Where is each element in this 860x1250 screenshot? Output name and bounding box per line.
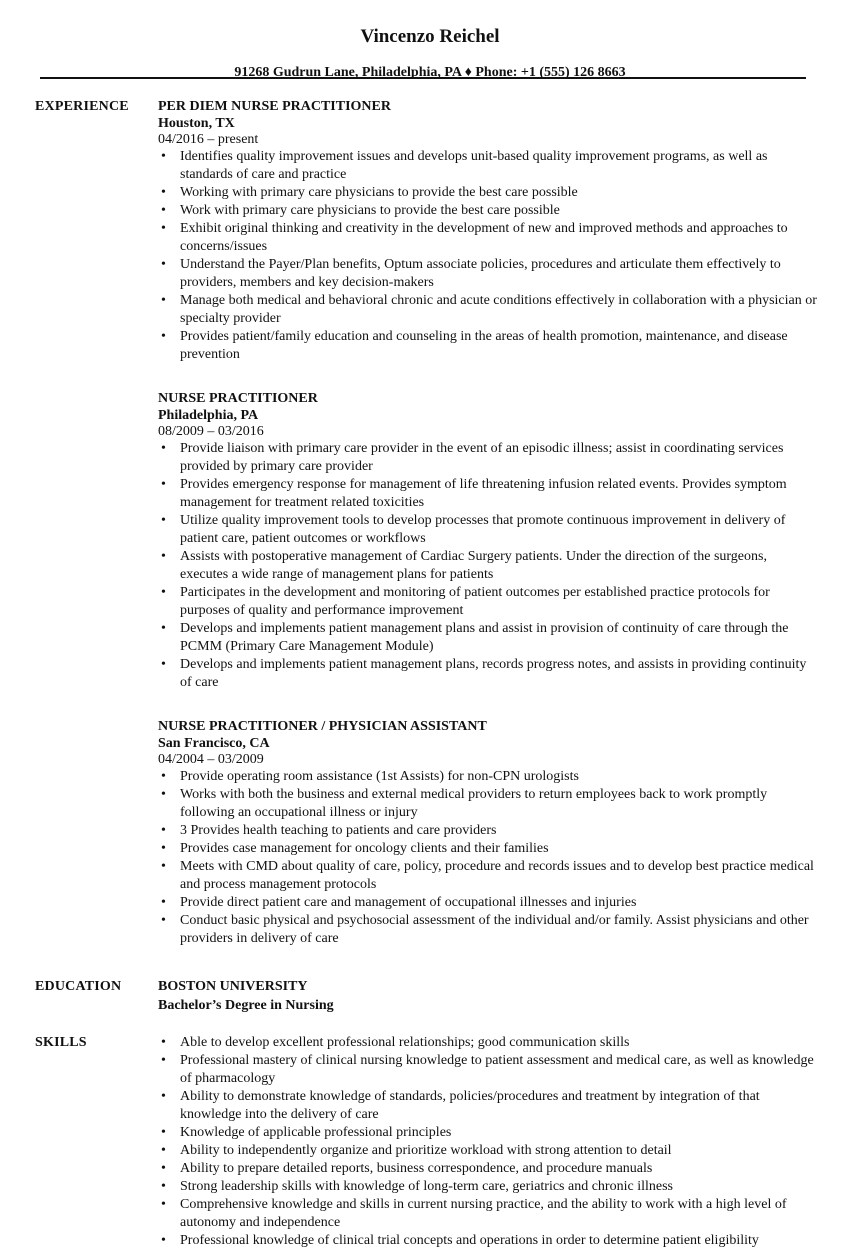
bullet-text: Manage both medical and behavioral chronic and acute conditions effectively in collaboration with a physician or specialty provider [180,293,817,326]
bullet-item [158,584,818,620]
bullet-icon: • [161,257,166,272]
bullet-item [158,184,818,202]
skill-item [158,1160,818,1178]
skill-text: Professional knowledge of clinical trial concepts and operations in order to determine patient eligibility [180,1233,759,1248]
skill-item [158,1052,818,1088]
bullet-icon: • [161,477,166,492]
contact-line: 91268 Gudrun Lane, Philadelphia, PA ♦ Phone: +1 (555) 126 8663 [234,65,626,80]
bullet-icon: • [161,1053,166,1068]
bullet-item [158,512,818,548]
bullet-text: Provides emergency response for management of life threatening infusion related events. Provides symptom management for treatment related toxicities [180,477,787,510]
bullet-item [158,548,818,584]
bullet-icon: • [161,621,166,636]
bullet-item [158,292,818,328]
bullet-item [158,786,818,822]
bullet-icon: • [161,221,166,236]
bullet-text: Meets with CMD about quality of care, policy, procedure and records issues and to develop best practice medical and process management protocols [180,859,814,892]
job-title: NURSE PRACTITIONER [158,391,318,406]
experience-section [35,98,825,948]
bullet-icon: • [161,1233,166,1248]
bullet-icon: • [161,859,166,874]
skill-item [158,1124,818,1142]
bullet-icon: • [161,1161,166,1176]
job-bullets [158,440,818,692]
skill-item [158,1232,818,1250]
bullet-icon: • [161,1035,166,1050]
skills-body [158,1034,818,1250]
skill-text: Ability to prepare detailed reports, business correspondence, and procedure manuals [180,1161,653,1176]
skill-item [158,1088,818,1124]
bullet-icon: • [161,329,166,344]
bullet-icon: • [161,657,166,672]
skill-text: Professional mastery of clinical nursing knowledge to patient assessment and medical care, as well as knowledge of pharmacology [180,1053,814,1086]
bullet-item [158,202,818,220]
skill-text: Strong leadership skills with knowledge of long-term care, geriatrics and chronic illness [180,1179,673,1194]
job-title: PER DIEM NURSE PRACTITIONER [158,99,391,114]
header-divider [40,77,806,79]
bullet-icon: • [161,769,166,784]
bullet-text: Work with primary care physicians to provide the best care possible [180,203,560,218]
job-location: Philadelphia, PA [158,408,259,423]
bullet-icon: • [161,441,166,456]
bullet-item [158,256,818,292]
school-name: BOSTON UNIVERSITY [158,979,308,994]
bullet-text: Identifies quality improvement issues and develops unit-based quality improvement programs, as well as standards of care and practice [180,149,768,182]
job-bullets [158,148,818,364]
bullet-text: Develops and implements patient management plans and assist in provision of continuity of care through the PCMM (Primary Care Management Module) [180,621,789,654]
experience-body [158,98,818,948]
bullet-icon: • [161,1143,166,1158]
section-label-experience: EXPERIENCE [35,99,129,114]
bullet-icon: • [161,1089,166,1104]
job-location: Houston, TX [158,116,235,131]
bullet-item [158,148,818,184]
bullet-item [158,768,818,786]
bullet-text: Provides case management for oncology clients and their families [180,841,549,856]
bullet-text: Develops and implements patient management plans, records progress notes, and assists in providing continuity of care [180,657,807,690]
bullet-text: Understand the Payer/Plan benefits, Optum associate policies, procedures and articulate them effectively to providers, members and key decision-makers [180,257,781,290]
bullet-icon: • [161,1197,166,1212]
bullet-text: Provide operating room assistance (1st Assists) for non-CPN urologists [180,769,579,784]
bullet-text: Working with primary care physicians to provide the best care possible [180,185,578,200]
education-body [158,978,818,1016]
bullet-icon: • [161,513,166,528]
bullet-item [158,894,818,912]
job-dates: 08/2009 – 03/2016 [158,424,264,439]
bullet-item [158,858,818,894]
skill-text: Able to develop excellent professional relationships; good communication skills [180,1035,630,1050]
bullet-icon: • [161,895,166,910]
skill-item [158,1034,818,1052]
skill-item [158,1196,818,1232]
job-entry [158,98,818,364]
bullet-icon: • [161,841,166,856]
bullet-text: Provide liaison with primary care provider in the event of an episodic illness; assist in coordinating services provided by primary care provider [180,441,784,474]
bullet-text: Participates in the development and monitoring of patient outcomes per established practice protocols for purposes of quality and performance improvement [180,585,770,618]
section-label-education: EDUCATION [35,979,122,994]
job-location: San Francisco, CA [158,736,270,751]
bullet-icon: • [161,823,166,838]
bullet-icon: • [161,293,166,308]
bullet-text: Works with both the business and external medical providers to return employees back to work promptly following an occupational illness or injury [180,787,768,820]
job-title: NURSE PRACTITIONER / PHYSICIAN ASSISTANT [158,719,487,734]
section-label-skills: SKILLS [35,1035,87,1050]
job-dates: 04/2016 – present [158,132,259,147]
skills-list [158,1034,818,1250]
bullet-icon: • [161,149,166,164]
bullet-item [158,220,818,256]
bullet-icon: • [161,913,166,928]
skill-text: Comprehensive knowledge and skills in current nursing practice, and the ability to work with a high level of autonomy and independence [180,1197,787,1230]
bullet-item [158,912,818,948]
bullet-text: Provides patient/family education and counseling in the areas of health promotion, maintenance, and disease prevention [180,329,788,362]
job-entry [158,390,818,692]
skill-text: Knowledge of applicable professional principles [180,1125,452,1140]
skill-text: Ability to demonstrate knowledge of standards, policies/procedures and treatment by integration of that knowledge into the delivery of care [180,1089,760,1122]
degree-name: Bachelor’s Degree in Nursing [158,998,334,1013]
resume-header [0,0,860,82]
candidate-name: Vincenzo Reichel [360,26,500,47]
bullet-text: Conduct basic physical and psychosocial assessment of the individual and/or family. Assist physicians and other providers in delivery of care [180,913,809,946]
bullet-icon: • [161,787,166,802]
bullet-text: Exhibit original thinking and creativity in the development of new and improved methods and approaches to concerns/issues [180,221,788,254]
job-entry [158,718,818,948]
bullet-icon: • [161,585,166,600]
bullet-item [158,840,818,858]
bullet-icon: • [161,1125,166,1140]
skills-section [35,1034,825,1250]
bullet-text: 3 Provides health teaching to patients and care providers [180,823,497,838]
education-section [35,978,825,1016]
bullet-item [158,440,818,476]
job-bullets [158,768,818,948]
bullet-item [158,328,818,364]
bullet-text: Provide direct patient care and management of occupational illnesses and injuries [180,895,637,910]
bullet-item [158,620,818,656]
skill-item [158,1178,818,1196]
bullet-icon: • [161,185,166,200]
bullet-icon: • [161,203,166,218]
skill-text: Ability to independently organize and prioritize workload with strong attention to detail [180,1143,672,1158]
skill-item [158,1142,818,1160]
bullet-icon: • [161,549,166,564]
bullet-item [158,656,818,692]
bullet-item [158,822,818,840]
bullet-item [158,476,818,512]
bullet-icon: • [161,1179,166,1194]
bullet-text: Utilize quality improvement tools to develop processes that promote continuous improvement in delivery of patient care, patient outcomes or workflows [180,513,786,546]
bullet-text: Assists with postoperative management of Cardiac Surgery patients. Under the direction of the surgeons, executes a wide range of management plans for patients [180,549,767,582]
job-dates: 04/2004 – 03/2009 [158,752,264,767]
